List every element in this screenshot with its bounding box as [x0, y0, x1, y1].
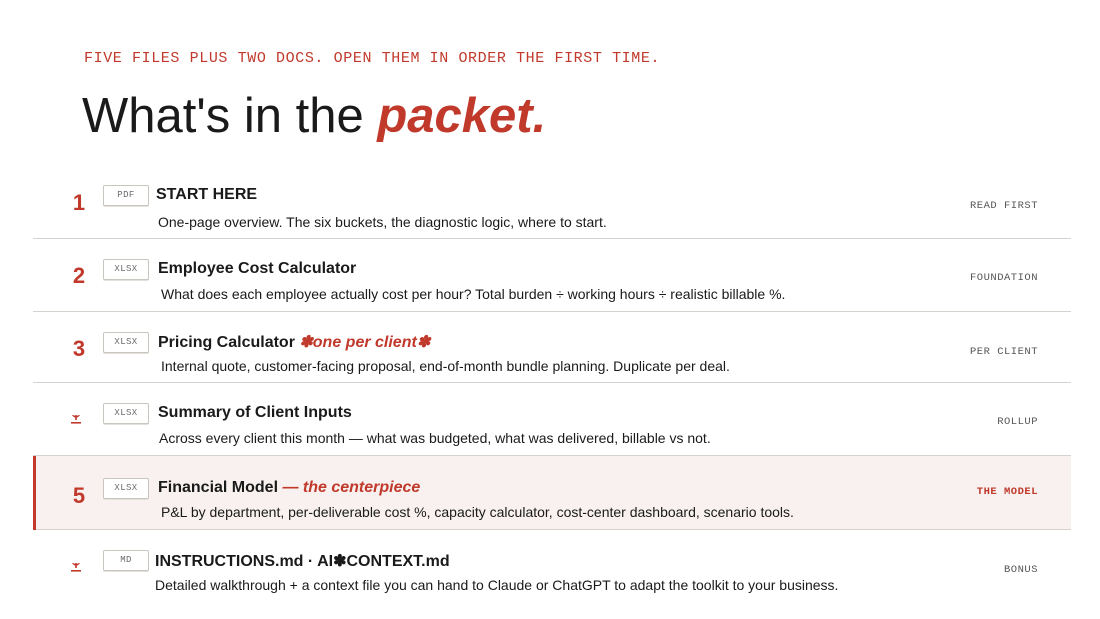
- page-title: [82, 88, 546, 144]
- item-description: Internal quote, customer-facing proposal, end-of-month bundle planning. Duplicate per deal.: [161, 358, 730, 374]
- file-type-badge: MD: [103, 550, 149, 571]
- page-title-accent: packet.: [377, 89, 547, 143]
- item-number: 2: [72, 263, 86, 288]
- sprout-icon: [69, 560, 83, 574]
- item-tag: FOUNDATION: [969, 272, 1038, 284]
- item-tag: PER CLIENT: [969, 346, 1038, 358]
- item-title-text: Summary of Client Inputs: [158, 404, 352, 421]
- eyebrow-text: FIVE FILES PLUS TWO DOCS. OPEN THEM IN ORDER THE FIRST TIME.: [84, 50, 661, 67]
- list-item-client-summary[interactable]: [33, 383, 1071, 456]
- item-tag: BONUS: [1003, 564, 1038, 576]
- item-title: [158, 404, 352, 422]
- item-title: [158, 332, 430, 352]
- item-title-suffix: one per client: [312, 334, 417, 351]
- file-type-badge: XLSX: [103, 478, 149, 499]
- item-description: Across every client this month — what was budgeted, what was delivered, billable vs not.: [159, 430, 711, 446]
- item-description: Detailed walkthrough + a context file you can hand to Claude or ChatGPT to adapt the toolkit to your business.: [155, 577, 839, 593]
- list-item-instructions[interactable]: [33, 530, 1071, 600]
- sprout-icon: [69, 412, 83, 426]
- item-title-text: Pricing Calculator: [158, 334, 295, 351]
- file-type-badge: PDF: [103, 185, 149, 206]
- sprout-icon: ✽: [416, 334, 431, 351]
- item-title-text: Financial Model: [158, 479, 279, 496]
- item-title-text: Employee Cost Calculator: [158, 260, 357, 277]
- item-title-text: INSTRUCTIONS.md · AI: [155, 553, 334, 570]
- list-item-financial-model[interactable]: [33, 456, 1071, 530]
- list-item-employee-cost[interactable]: [33, 239, 1071, 312]
- item-description: One-page overview. The six buckets, the diagnostic logic, where to start.: [158, 214, 607, 230]
- item-number: 5: [72, 483, 86, 508]
- sprout-icon: ✽: [333, 553, 347, 570]
- file-type-badge: XLSX: [103, 403, 149, 424]
- sprout-icon: ✽: [299, 334, 313, 351]
- file-type-badge: XLSX: [103, 259, 149, 280]
- item-title: [158, 479, 420, 497]
- item-title-suffix: — the centerpiece: [282, 479, 421, 496]
- item-tag: ROLLUP: [997, 416, 1038, 428]
- item-title-suffix: CONTEXT.md: [346, 553, 450, 570]
- item-description: P&L by department, per-deliverable cost %, capacity calculator, cost-center dashboard, scenario tools.: [161, 504, 794, 520]
- item-title: [155, 551, 450, 571]
- list-item-start-here[interactable]: [33, 175, 1071, 239]
- item-number: 3: [72, 336, 86, 361]
- item-description: What does each employee actually cost per hour? Total burden ÷ working hours ÷ realistic billable %.: [161, 286, 786, 302]
- item-tag: READ FIRST: [969, 200, 1038, 212]
- item-title-text: START HERE: [156, 186, 258, 203]
- item-tag: THE MODEL: [976, 486, 1038, 498]
- page-title-plain: What's in the: [82, 89, 378, 143]
- list-item-pricing-calculator[interactable]: [33, 312, 1071, 383]
- item-number: 1: [72, 190, 86, 215]
- file-type-badge: XLSX: [103, 332, 149, 353]
- item-title: [156, 186, 257, 204]
- item-title: [158, 260, 356, 278]
